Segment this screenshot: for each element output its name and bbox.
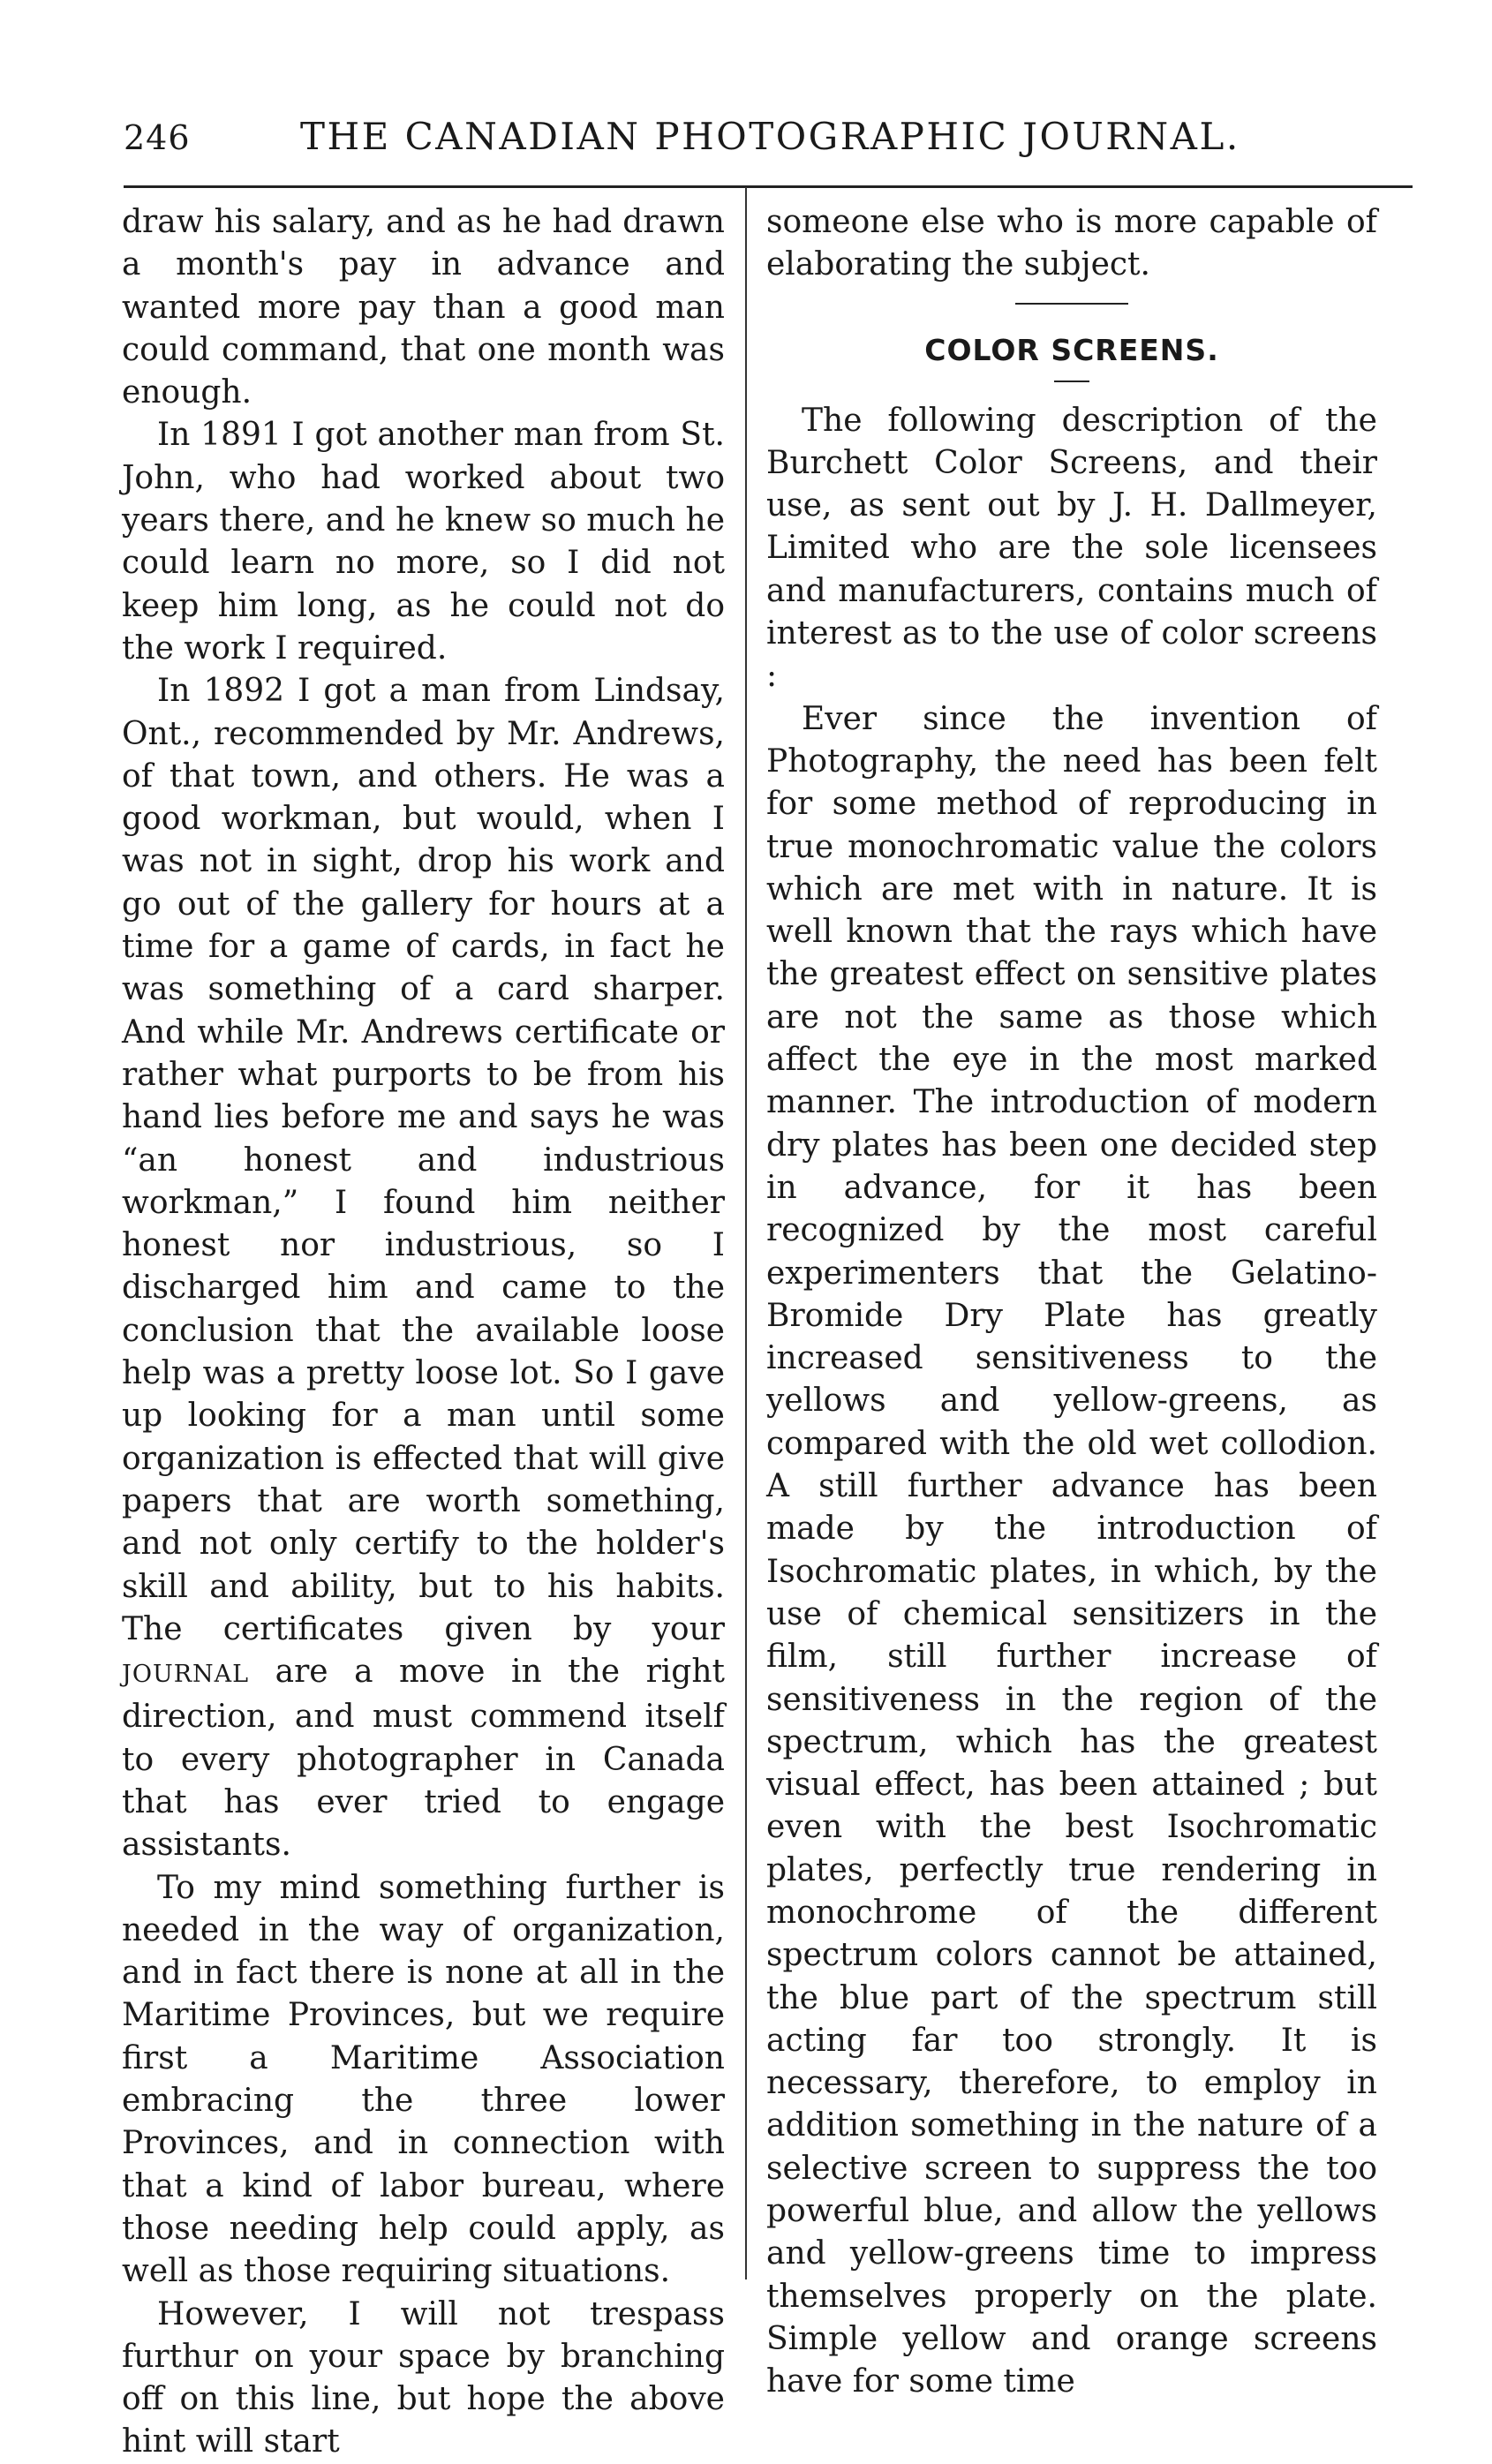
- heading-dash: [1054, 381, 1089, 382]
- left-paragraph-4: To my mind something further is needed in the way of organization, and in fact there is none at all in the Maritime Provinces, but we require first a Maritime Association embracing the three lower Provinces, and in connection with that a kind of labor bureau, where those needing help could apply, as well as those requiring situations.: [122, 1869, 725, 2290]
- right-paragraph-1: someone else who is more capable of elaborating the subject.: [766, 204, 1377, 283]
- journal-smallcaps: JOURNAL: [122, 1661, 250, 1689]
- left-paragraph-3-text: In 1892 I got a man from Lindsay, Ont., recommended by Mr. Andrews, of that town, and others. He was a good workman, but would, when I was not in sight, drop his work and go out of the gallery for hours at a time for a game of cards, in fact he was something of a card sharper. And while Mr. Andrews certificate or rather what purports to be from his hand lies before me and says he was “an honest and industrious workman,” I found him neither honest nor industrious, so I discharged him and came to the conclusion that the available loose help was a pretty loose lot. So I gave up looking for a man until some organization is effected that will give papers that are worth something, and not only certify to the holder's skill and ability, but to his habits. The certificates given by your: [122, 673, 725, 1647]
- section-separator: [1015, 303, 1128, 305]
- right-paragraph-3: Ever since the invention of Photography, the need has been felt for some method of reproducing in true monochromatic value the colors which are met with in nature. It is well known that the rays which have the greatest effect on sensitive plates are not the same as those which affect the eye in the most marked manner. The introduction of modern dry plates has been one decided step in advance, for it has been recognized by the most careful experimenters that the Gelatino-Bromide Dry Plate has greatly increased sensitiveness to the yellows and yellow-greens, as compared with the old wet collodion. A still further advance has been made by the introduction of Isochromatic plates, in which, by the use of chemical sensitizers in the film, still further increase of sensitiveness in the region of the spectrum, which has the greatest visual effect, has been attained ; but even with the best Isochromatic plates, perfectly true rendering in monochrome of the different spectrum colors cannot be attained, the blue part of the spectrum still acting far too strongly. It is necessary, therefore, to employ in addition something in the nature of a selective screen to suppress the too powerful blue, and allow the yellows and yellow-greens time to impress themselves properly on the plate. Simple yellow and orange screens have for some time: [766, 700, 1377, 2400]
- left-paragraph-3-end: are a move in the right direction, and must commend itself to every photographer in Canada that has ever tried to engage assistants.: [122, 1654, 726, 1864]
- left-paragraph-1: draw his salary, and as he had drawn a month's pay in advance and wanted more pay than a good man could command, that one month was enough.: [122, 204, 725, 411]
- left-column: [122, 201, 725, 2464]
- section-heading: COLOR SCREENS.: [924, 332, 1219, 367]
- left-paragraph-2: In 1891 I got another man from St. John, who had worked about two years there, and he knew so much he could learn no more, so I did not keep him long, as he could not do the work I required.: [122, 417, 725, 667]
- left-paragraph-5: However, I will not trespass furthur on your space by branching off on this line, but hope the above hint will start: [122, 2295, 725, 2460]
- page-number: 246: [124, 118, 191, 157]
- running-title: THE CANADIAN PHOTOGRAPHIC JOURNAL.: [300, 115, 1240, 158]
- header-rule: [124, 185, 1413, 188]
- right-paragraph-2: The following description of the Burchett Color Screens, and their use, as sent out by J. H. Dallmeyer, Limited who are the sole licensees and manufacturers, contains much of interest as to the use of color screens :: [766, 402, 1377, 695]
- column-divider: [745, 187, 747, 2279]
- left-paragraph-3: [122, 670, 725, 1866]
- right-column: [766, 201, 1377, 2404]
- page-header: [124, 115, 1395, 168]
